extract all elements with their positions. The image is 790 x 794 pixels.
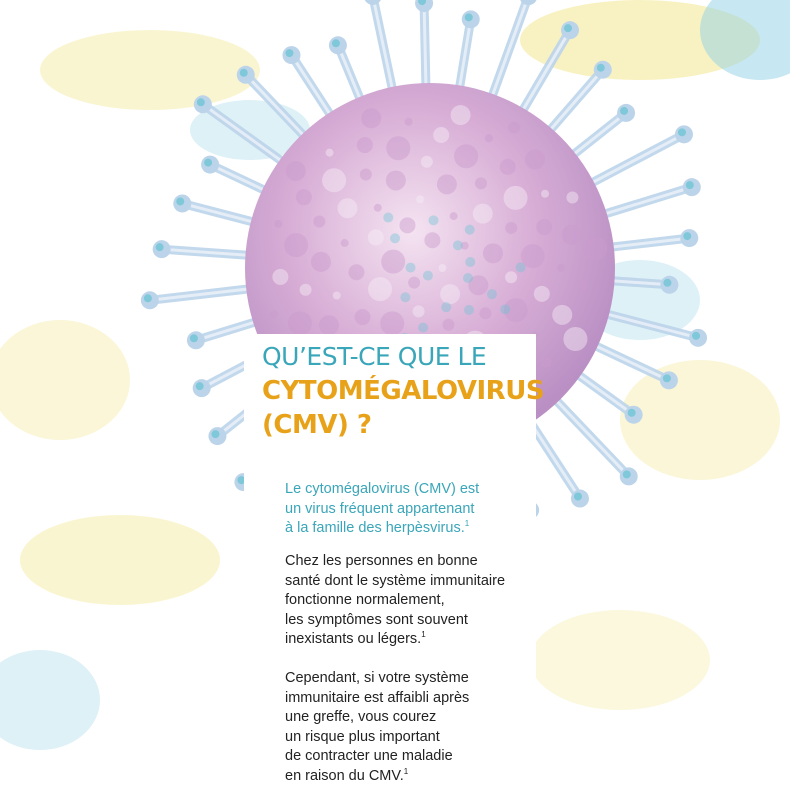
surface-spot [441,302,451,312]
surface-bump [296,189,312,205]
virus-spike-tip-dot [574,493,582,501]
title-line-2: CYTOMÉGALOVIRUS [262,376,545,406]
virus-spike-tip-dot [197,98,205,106]
surface-bump [433,127,449,143]
surface-bump [338,198,358,218]
surface-bump [300,284,312,296]
virus-spike-tip-dot [176,197,184,205]
surface-bump [284,233,308,257]
surface-bump [483,243,503,263]
virus-spike-tip-dot [663,279,671,287]
body-line: Chez les personnes en bonne [285,553,478,569]
surface-spot [463,273,473,283]
intro-line [285,519,525,539]
surface-bump [442,319,454,331]
virus-spike-tip-dot [692,332,700,340]
surface-bump [437,174,457,194]
surface-bump [440,284,460,304]
surface-spot [464,305,474,315]
surface-bump [505,271,517,283]
surface-bump [333,291,341,299]
surface-spot [516,262,526,272]
body-line [285,630,525,650]
surface-bump [408,277,420,289]
body-line: fonctionne normalement, [285,592,445,608]
reference-superscript: 1 [403,766,409,776]
surface-bump [368,229,384,245]
body-line: de contracter une maladie [285,748,453,764]
surface-bump [485,134,493,142]
surface-bump [319,315,339,335]
virus-spike-highlight [567,113,626,160]
surface-bump [557,264,565,272]
surface-bump [424,232,440,248]
surface-bump [413,305,425,317]
body-line: Cependant, si votre système [285,670,469,686]
surface-bump [357,137,373,153]
surface-bump [386,170,406,190]
surface-bump [288,311,312,335]
virus-spike-tip-dot [285,49,293,57]
surface-bump [313,215,325,227]
surface-spot [428,215,438,225]
surface-bump [566,191,578,203]
intro-line: Le cytomégalovirus (CMV) est [285,481,480,497]
virus-spike-tip-dot [332,39,340,47]
intro-line-text: à la famille des herpèsvirus. [285,520,465,536]
surface-bump [311,252,331,272]
virus-spike-highlight [182,203,260,223]
virus-spike-highlight [597,187,692,216]
surface-spot [487,289,497,299]
surface-bump [525,150,545,170]
surface-bump [541,190,549,198]
virus-spike-highlight [572,370,634,414]
reference-superscript: 1 [421,630,426,639]
body-line: une greffe, vous courez [285,709,437,725]
virus-spike-tip-dot [190,334,198,342]
virus-spike-tip-dot [628,409,636,417]
surface-spot [383,213,393,223]
surface-bump [508,122,520,134]
virus-spike-highlight [490,0,529,103]
virus-spike-tip-dot [678,128,686,136]
surface-spot [406,263,416,273]
surface-spot [465,257,475,267]
surface-spot [423,271,433,281]
body-line-text: en raison du CMV. [285,767,404,784]
surface-bump [552,305,572,325]
surface-spot [390,233,400,243]
intro-line: un virus fréquent appartenant [285,500,475,517]
virus-spike-tip-dot [196,382,204,390]
body-line: santé dont le système immunitaire [285,572,506,589]
surface-bump [326,149,334,157]
surface-bump [399,217,415,233]
virus-spike-tip-dot [686,181,694,189]
surface-bump [360,168,372,180]
virus-spike-highlight [545,70,603,136]
surface-bump [450,212,458,220]
surface-bump [479,307,491,319]
surface-spot [465,225,475,235]
background-blob [530,610,710,710]
surface-bump [348,264,364,280]
surface-bump [386,136,410,160]
virus-spike-tip-dot [240,69,248,77]
body-paragraph-1 [285,552,525,650]
surface-bump [274,220,282,228]
page-title [262,340,545,442]
body-line: un risque plus important [285,728,440,745]
surface-bump [563,327,587,351]
background-blob [620,360,780,480]
surface-bump [361,108,381,128]
surface-bump [374,204,382,212]
virus-spike-tip-dot [156,243,164,251]
surface-bump [341,239,349,247]
virus-spike-highlight [424,3,426,93]
surface-spot [453,240,463,250]
virus-spike-tip-dot [623,470,631,478]
surface-bump [500,159,516,175]
surface-spot [400,292,410,302]
surface-bump [454,144,478,168]
surface-bump [473,204,493,224]
virus-spike-highlight [291,55,334,121]
surface-bump [286,161,306,181]
background-blob [20,515,220,605]
surface-bump [583,237,607,261]
body-line: les symptômes sont souvent [285,611,468,628]
surface-bump [322,168,346,192]
virus-spike-tip-dot [564,24,572,32]
surface-bump [438,264,446,272]
surface-bump [475,177,487,189]
surface-bump [272,269,288,285]
surface-bump [577,279,589,291]
virus-spike-tip-dot [144,294,152,302]
virus-spike-tip-dot [663,374,671,382]
body-line [285,767,525,787]
background-blob [0,650,100,750]
reference-superscript: 1 [464,519,470,528]
background-blob [40,30,260,110]
surface-bump [381,250,405,274]
surface-bump [421,156,433,168]
title-line-1: QU’EST-CE QUE LE [262,342,487,371]
surface-bump [405,118,413,126]
virus-spike-tip-dot [683,232,691,240]
surface-bump [354,309,370,325]
virus-spike-highlight [585,134,684,186]
surface-bump [416,195,424,203]
virus-spike-highlight [210,165,272,194]
virus-spike-tip-dot [465,13,473,21]
surface-bump [505,222,517,234]
background-blob [0,320,130,440]
surface-bump [451,105,471,125]
intro-paragraph [285,480,525,539]
virus-spike-tip-dot [597,64,605,72]
surface-bump [536,219,552,235]
virus-spike-tip-dot [620,107,628,115]
body-paragraph-2 [285,669,525,786]
body-line: immunitaire est affaibli après [285,689,470,706]
surface-bump [270,310,278,318]
surface-spot [500,304,510,314]
virus-spike-tip-dot [204,159,212,167]
surface-spot [418,323,428,333]
virus-spike-highlight [588,342,669,380]
surface-bump [562,225,582,245]
surface-bump [380,311,404,335]
surface-bump [504,186,528,210]
surface-bump [534,286,550,302]
title-line-3: (CMV) ? [262,410,372,440]
body-line-text: inexistants ou légers. [285,631,422,647]
virus-spike-tip-dot [211,430,219,438]
virus-spike-highlight [373,0,394,97]
surface-bump [368,277,392,301]
